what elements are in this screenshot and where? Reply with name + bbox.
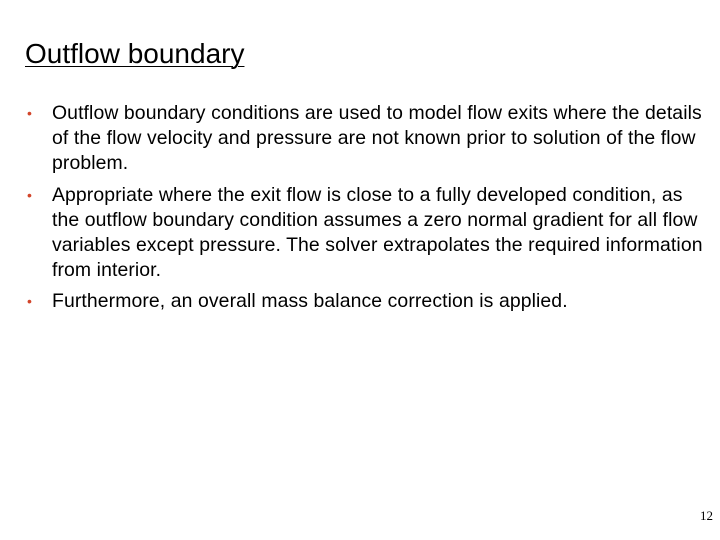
bullet-text: Outflow boundary conditions are used to model flow exits where the details of the flow velocity and pressure are not known prior to solution of the flow problem. (52, 102, 702, 175)
bullet-icon: • (27, 186, 33, 203)
bullet-list (25, 101, 705, 321)
bullet-text: Furthermore, an overall mass balance correction is applied. (52, 290, 568, 313)
slide-title: Outflow boundary (25, 38, 245, 69)
bullet-item (25, 289, 705, 314)
bullet-icon: • (27, 105, 33, 121)
bullet-item (25, 101, 705, 177)
bullet-item (25, 183, 705, 284)
page-number: 12 (700, 508, 713, 523)
bullet-text: Appropriate where the exit flow is close to a fully developed condition, as the outflow boundary condition assumes a zero normal gradient for all flow variables except pressure. The solver extrapolates the required information from interior. (52, 183, 703, 282)
bullet-icon: • (27, 293, 33, 310)
